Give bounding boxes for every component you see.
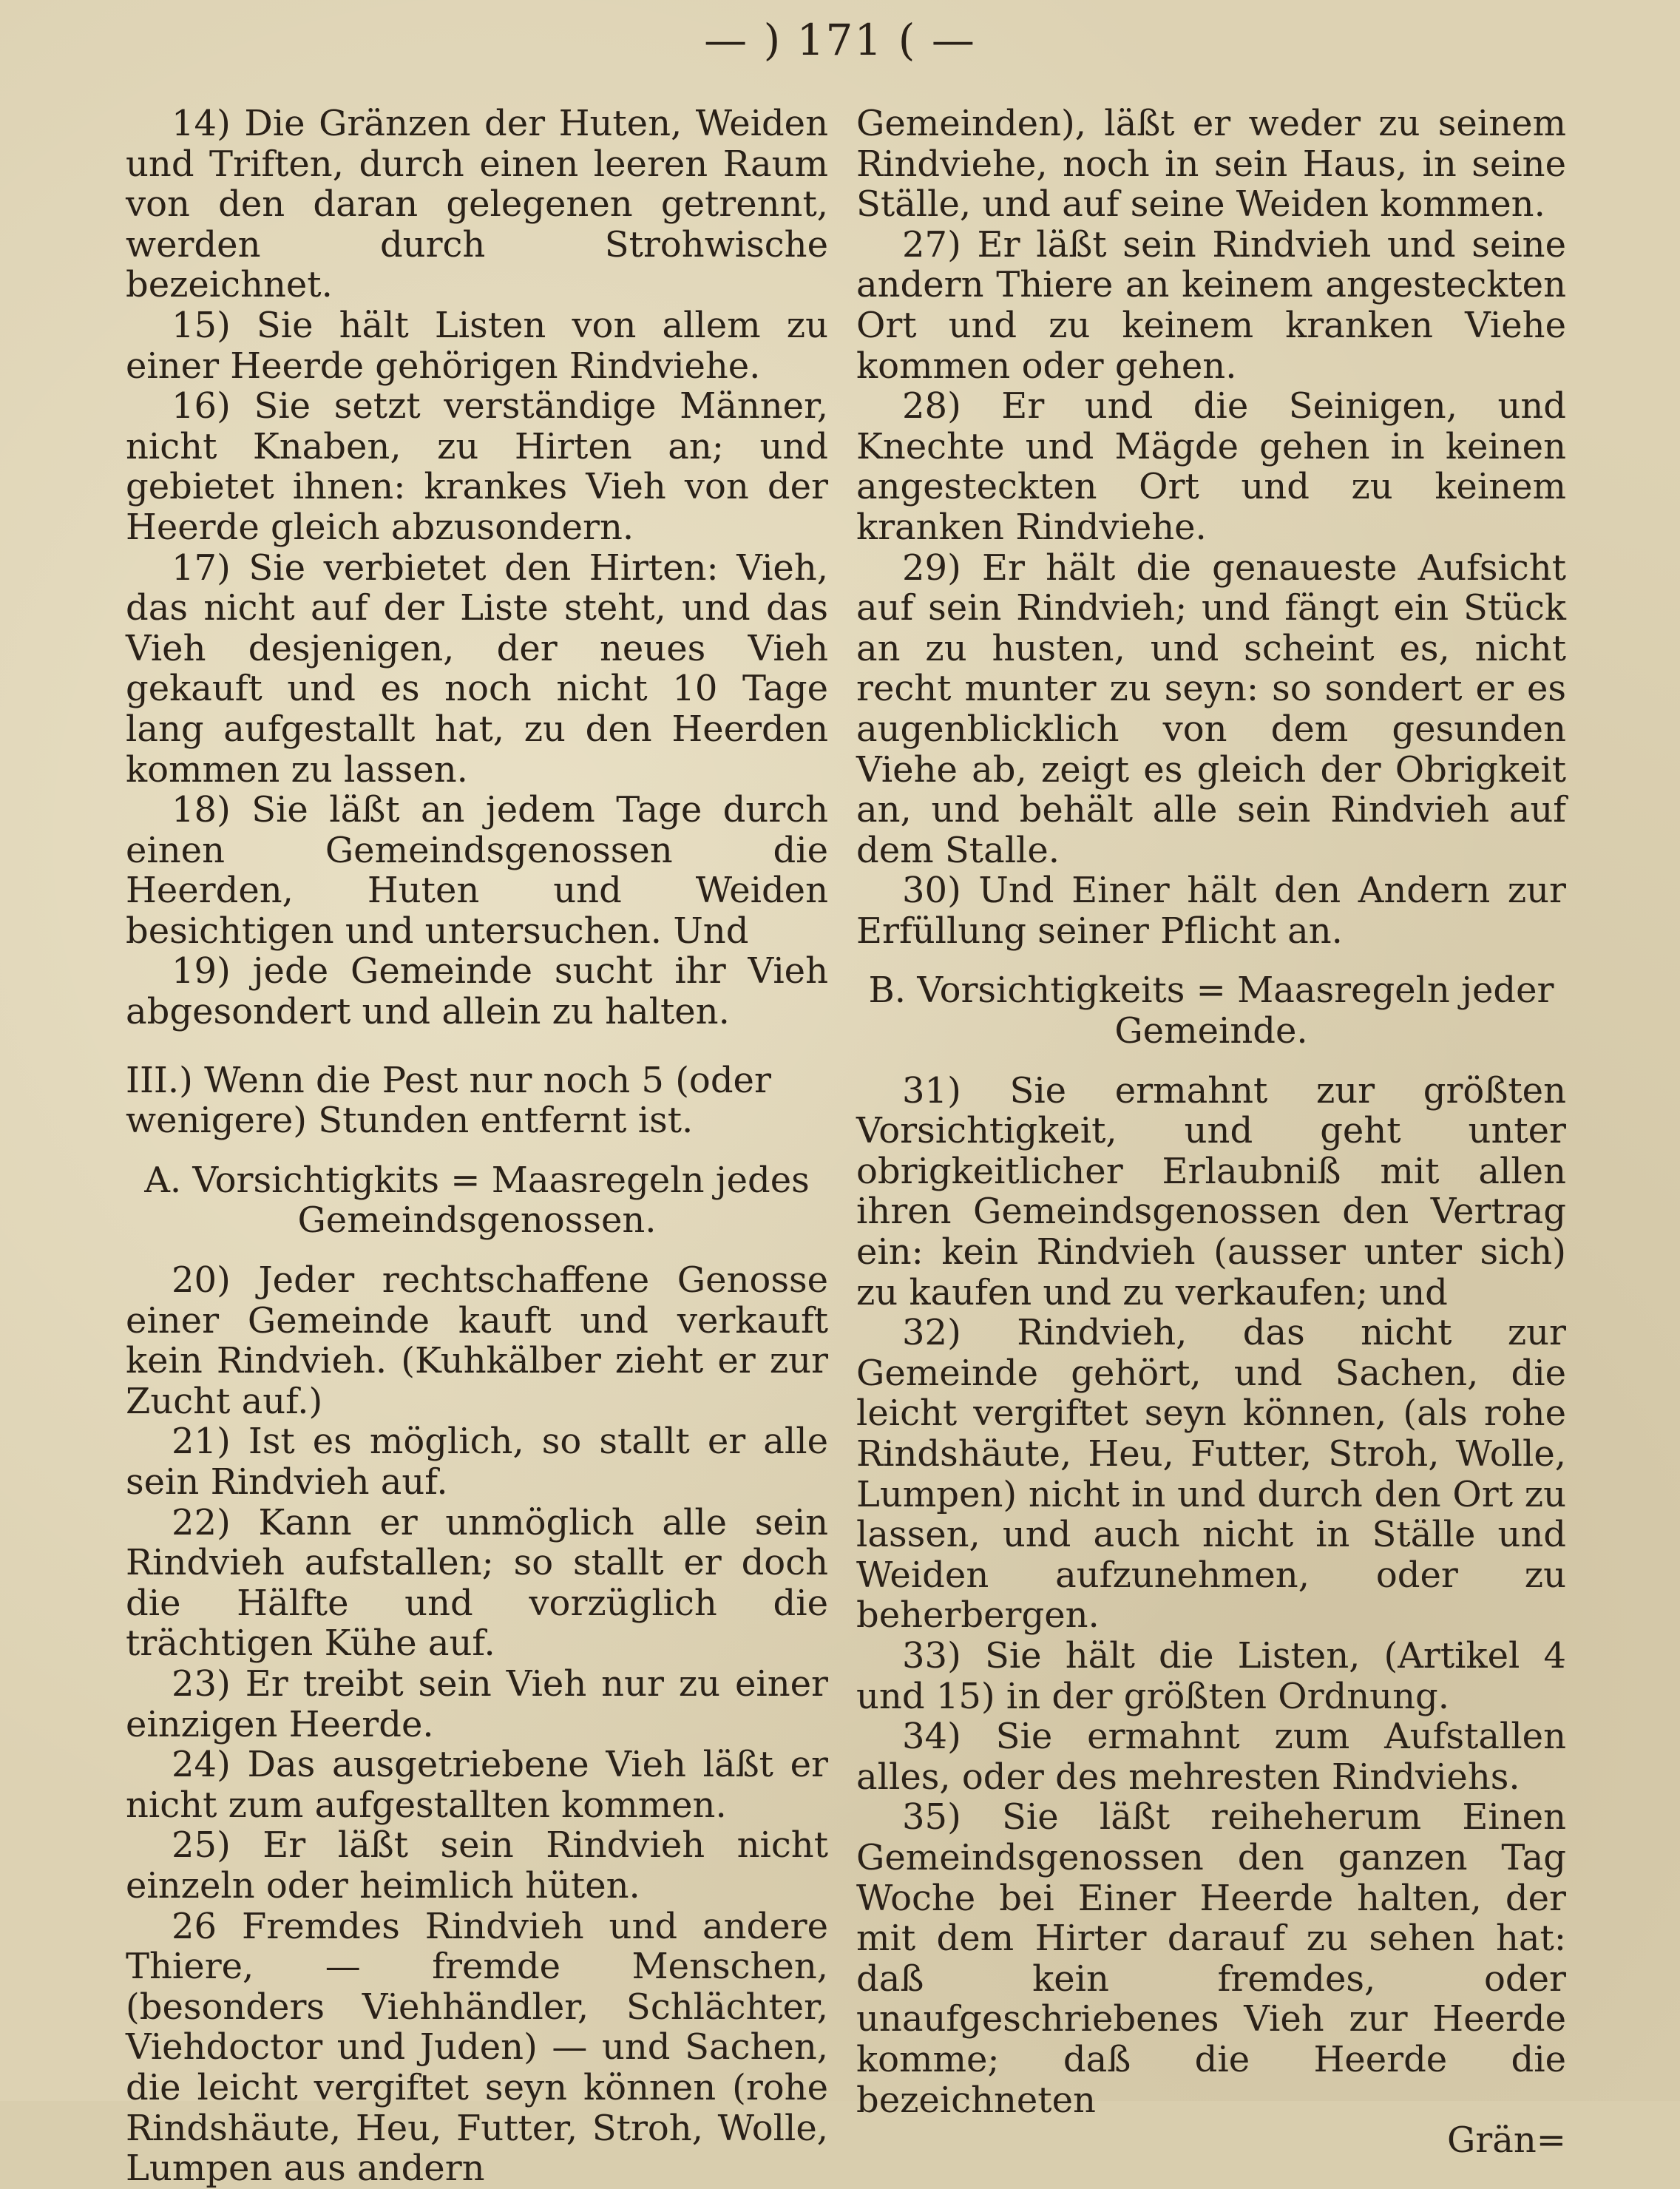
paragraph-21: 21) Ist es möglich, so stallt er alle sein Rindvieh auf. xyxy=(126,1421,828,1503)
paragraph-32: 32) Rindvieh, das nicht zur Gemeinde gehört, und Sachen, die leicht vergiftet seyn können, (als rohe Rindshäute, Heu, Futter, Stroh, Wolle, Lumpen) nicht in und durch den Ort zu lassen, und auch nicht in Ställe und Weiden aufzunehmen, oder zu beherbergen. xyxy=(856,1312,1566,1637)
paragraph-19: 19) jede Gemeinde sucht ihr Vieh abgesondert und allein zu halten. xyxy=(126,950,828,1033)
subheading-B: B. Vorsichtigkeits = Maasregeln jeder Gemeinde. xyxy=(868,970,1554,1052)
paragraph-18: 18) Sie läßt an jedem Tage durch einen Gemeindsgenossen die Heerden, Huten und Weiden besichtigen und untersuchen. Und xyxy=(126,789,828,952)
paragraph-26-continued: Gemeinden), läßt er weder zu seinem Rindviehe, noch in sein Haus, in seine Ställe, und auf seine Weiden kommen. xyxy=(856,103,1566,226)
subheading-A: A. Vorsichtigkits = Maasregeln jedes Gemeindsgenossen. xyxy=(144,1159,810,1242)
paragraph-23: 23) Er treibt sein Vieh nur zu einer einzigen Heerde. xyxy=(126,1662,828,1745)
right-column xyxy=(856,104,1566,2161)
paragraph-17: 17) Sie verbietet den Hirten: Vieh, das nicht auf der Liste steht, und das Vieh desjenigen, der neues Vieh gekauft und es noch nicht 10 Tage lang aufgestallt hat, zu den Heerden kommen zu lassen. xyxy=(126,547,828,791)
paragraph-26: 26 Fremdes Rindvieh und andere Thiere, — fremde Menschen, (besonders Viehhändler, Schlächter, Viehdoctor und Juden) — und Sachen, die leicht vergiftet seyn können (rohe Rindshäute, Heu, Futter, Stroh, Wolle, Lumpen aus andern xyxy=(126,1905,828,2189)
paragraph-33: 33) Sie hält die Listen, (Artikel 4 und 15) in der größten Ordnung. xyxy=(856,1634,1566,1717)
paragraph-22: 22) Kann er unmöglich alle sein Rindvieh aufstallen; so stallt er doch die Hälfte und vorzüglich die trächtigen Kühe auf. xyxy=(126,1501,828,1665)
left-column xyxy=(126,104,828,2189)
paragraph-16: 16) Sie setzt verständige Männer, nicht Knaben, zu Hirten an; und gebietet ihnen: krankes Vieh von der Heerde gleich abzusondern. xyxy=(126,385,828,548)
paragraph-28: 28) Er und die Seinigen, und Knechte und Mägde gehen in keinen angesteckten Ort und zu keinem kranken Rindviehe. xyxy=(856,385,1566,548)
paragraph-30: 30) Und Einer hält den Andern zur Erfüllung seiner Pflicht an. xyxy=(856,870,1566,952)
section-heading-III: III.) Wenn die Pest nur noch 5 (oder wenigere) Stunden entfernt ist. xyxy=(126,1059,771,1142)
paragraph-27: 27) Er läßt sein Rindvieh und seine andern Thiere an keinem angesteckten Ort und zu keinem kranken Viehe kommen oder gehen. xyxy=(856,223,1566,387)
paragraph-25: 25) Er läßt sein Rindvieh nicht einzeln oder heimlich hüten. xyxy=(126,1824,828,1907)
paragraph-15: 15) Sie hält Listen von allem zu einer Heerde gehörigen Rindviehe. xyxy=(126,304,828,387)
paragraph-35: 35) Sie läßt reiheherum Einen Gemeindsgenossen den ganzen Tag Woche bei Einer Heerde halten, der mit dem Hirter darauf zu sehen hat: daß kein fremdes, oder unaufgeschriebenes Vieh zur Heerde komme; daß die Heerde die bezeichneten xyxy=(856,1796,1566,2121)
paragraph-34: 34) Sie ermahnt zum Aufstallen alles, oder des mehresten Rindviehs. xyxy=(856,1716,1566,1798)
paragraph-24: 24) Das ausgetriebene Vieh läßt er nicht zum aufgestallten kommen. xyxy=(126,1744,828,1826)
catchword: Grän= xyxy=(1446,2119,1566,2162)
paragraph-31: 31) Sie ermahnt zur größten Vorsichtigkeit, und geht unter obrigkeitlicher Erlaubniß mit allen ihren Gemeindsgenossen den Vertrag ein: kein Rindvieh (ausser unter sich) zu kaufen und zu verkaufen; und xyxy=(856,1069,1566,1313)
page-number-header: — ) 171 ( — xyxy=(704,15,976,65)
paragraph-20: 20) Jeder rechtschaffene Genosse einer Gemeinde kauft und verkauft kein Rindvieh. (Kuhkälber zieht er zur Zucht auf.) xyxy=(126,1259,828,1422)
paragraph-14: 14) Die Gränzen der Huten, Weiden und Triften, durch einen leeren Raum von den daran gelegenen getrennt, werden durch Strohwische bezeichnet. xyxy=(126,103,828,306)
paragraph-29: 29) Er hält die genaueste Aufsicht auf sein Rindvieh; und fängt ein Stück an zu husten, und scheint es, nicht recht munter zu seyn: so sondert er es augenblicklich von dem gesunden Viehe ab, zeigt es gleich der Obrigkeit an, und behält alle sein Rindvieh auf dem Stalle. xyxy=(856,547,1566,871)
